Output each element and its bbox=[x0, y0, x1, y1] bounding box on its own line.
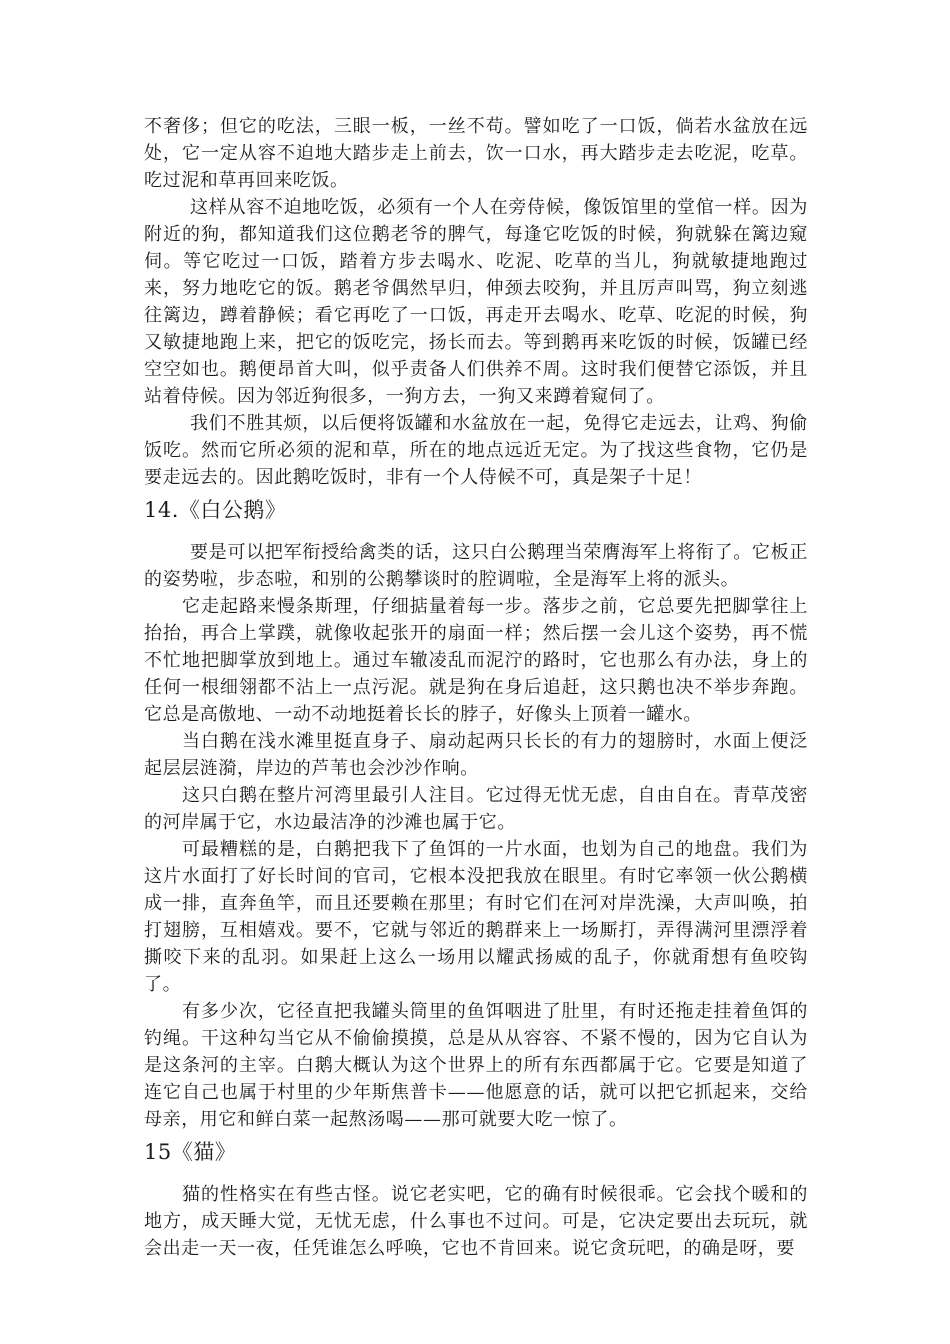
paragraph-gander-river: 这只白鹅在整片河湾里最引人注目。它过得无忧无虑，自由自在。青草茂密的河岸属于它，水边最洁净的沙滩也属于它。 bbox=[144, 785, 808, 833]
document-page bbox=[144, 113, 808, 1262]
section-title-white-gander: 14.《白公鹅》 bbox=[144, 498, 287, 522]
paragraph-goose-servant: 这样从容不迫地吃饭，必须有一个人在旁侍候，像饭馆里的堂倌一样。因为附近的狗，都知道我们这位鹅老爷的脾气，每逢它吃饭的时候，狗就躲在篱边窥伺。等它吃过一口饭，踏着方步去喝水、吃泥、吃草的当儿，狗就敏捷地跑过来，努力地吃它的饭。鹅老爷偶然早归，伸颈去咬狗，并且厉声叫骂，狗立刻逃往篱边，蹲着静候；看它再吃了一口饭，再走开去喝水、吃草、吃泥的时候，狗又敏捷地跑上来，把它的饭吃完，扬长而去。等到鹅再来吃饭的时候，饭罐已经空空如也。鹅便昂首大叫，似乎责备人们供养不周。这时我们便替它添饭，并且站着侍候。因为邻近狗很多，一狗方去，一狗又来蹲着窥伺了。 bbox=[144, 197, 808, 407]
section-title-cat: 15《猫》 bbox=[144, 1140, 237, 1164]
paragraph-gander-wings: 当白鹅在浅水滩里挺直身子、扇动起两只长长的有力的翅膀时，水面上便泛起层层涟漪，岸边的芦苇也会沙沙作响。 bbox=[144, 731, 808, 779]
paragraph-gander-walk: 它走起路来慢条斯理，仔细掂量着每一步。落步之前，它总要先把脚掌往上抬抬，再合上掌蹼，就像收起张开的扇面一样；然后摆一会儿这个姿势，再不慌不忙地把脚掌放到地上。通过车辙凌乱而泥泞的路时，它也那么有办法，身上的任何一根细翎都不沾上一点污泥。就是狗在身后追赶，这只鹅也决不举步奔跑。它总是高傲地、一动不动地挺着长长的脖子，好像头上顶着一罐水。 bbox=[144, 596, 808, 725]
paragraph-gander-fishing: 可最糟糕的是，白鹅把我下了鱼饵的一片水面，也划为自己的地盘。我们为这片水面打了好长时间的官司，它根本没把我放在眼里。有时它率领一伙公鹅横成一排，直奔鱼竿，而且还要赖在那里；有时它们在河对岸洗澡，大声叫唤，拍打翅膀，互相嬉戏。要不，它就与邻近的鹅群来上一场厮打，弄得满河里漂浮着撕咬下来的乱羽。如果赶上这么一场用以耀武扬威的乱子，你就甭想有鱼咬钩了。 bbox=[144, 839, 808, 995]
paragraph-goose-fuss: 我们不胜其烦，以后便将饭罐和水盆放在一起，免得它走远去，让鸡、狗偷饭吃。然而它所必须的泥和草，所在的地点远近无定。为了找这些食物，它仍是要走远去的。因此鹅吃饭时，非有一个人侍候不可，真是架子十足！ bbox=[144, 413, 808, 488]
paragraph-goose-eating-style: 不奢侈；但它的吃法，三眼一板，一丝不苟。譬如吃了一口饭，倘若水盆放在远处，它一定从容不迫地大踏步走上前去，饮一口水，再大踏步走去吃泥，吃草。吃过泥和草再回来吃饭。 bbox=[144, 116, 808, 191]
paragraph-gander-admiral: 要是可以把军衔授给禽类的话，这只白公鹅理当荣膺海军上将衔了。它板正的姿势啦，步态啦，和别的公鹅攀谈时的腔调啦，全是海军上将的派头。 bbox=[144, 542, 808, 590]
paragraph-gander-bait: 有多少次，它径直把我罐头筒里的鱼饵咽进了肚里，有时还拖走挂着鱼饵的钓绳。干这种勾当它从不偷偷摸摸，总是从从容容、不紧不慢的，因为它自认为是这条河的主宰。白鹅大概认为这个世界上的所有东西都属于它。它要是知道了连它自己也属于村里的少年斯焦普卡——他愿意的话，就可以把它抓起来，交给母亲，用它和鲜白菜一起熬汤喝——那可就要大吃一惊了。 bbox=[144, 1001, 808, 1130]
paragraph-cat-character: 猫的性格实在有些古怪。说它老实吧，它的确有时候很乖。它会找个暖和的地方，成天睡大觉，无忧无虑，什么事也不过问。可是，它决定要出去玩玩，就会出走一天一夜，任凭谁怎么呼唤，它也不肯回来。说它贪玩吧，的确是呀，要 bbox=[144, 1184, 808, 1259]
